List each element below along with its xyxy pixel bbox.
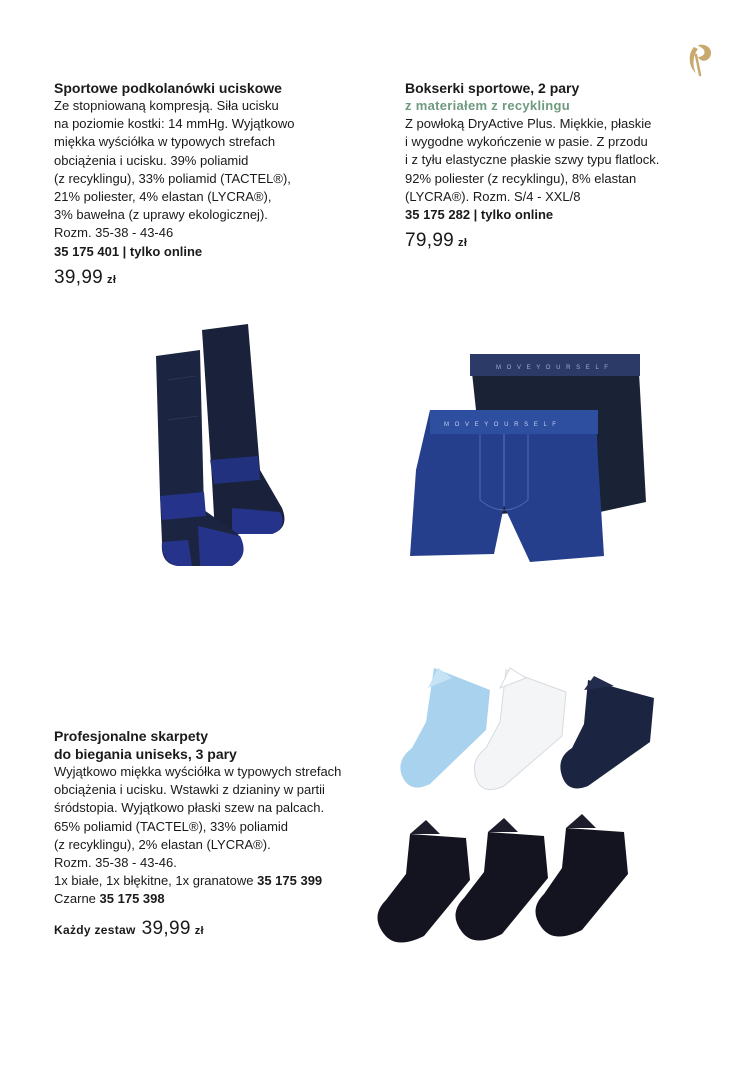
waistband-text: M O V E Y O U R S E L F [444, 422, 558, 428]
product-title-line-2: do biegania uniseks, 3 pary [54, 746, 237, 762]
product-price: Każdy zestaw 39,99 zł [54, 917, 204, 939]
product-subtitle: z materiałem z recyklingu [405, 98, 571, 113]
tchibo-logo-icon [684, 41, 716, 77]
variant-line-2: Czarne 35 175 398 [54, 891, 165, 907]
product-description: Wyjątkowo miękka wyściółka w typowych strefach obciążenia i ucisku. Wstawki z dzianiny w partii śródstopia. Wyjątkowo płaski szew na palcach. 65% poliamid (TACTEL®), 33% poliamid (z recyklingu), 2% elastan (LYCRA®). Rozm. 35-38 - 43-46. [54, 764, 342, 871]
compression-socks-image [140, 320, 310, 582]
sock-white [474, 668, 566, 790]
running-socks-image [366, 660, 666, 950]
product-title: Sportowe podkolanówki uciskowe [54, 80, 282, 96]
product-title-line-1: Profesjonalne skarpety [54, 728, 209, 744]
product-title: Bokserki sportowe, 2 pary [405, 80, 580, 96]
product-description: Z powłoką DryActive Plus. Miękkie, płaskie i wygodne wykończenie w pasie. Z przodu i z tyłu elastyczne płaskie szwy typu flatlock. 92% poliester (z recyklingu), 8% elastan (LYCRA®). Rozm. S/4 - XXL/8 [405, 116, 660, 204]
product-sport-boxers [405, 79, 705, 255]
product-price: 79,99 zł [405, 230, 468, 252]
sock-navy [560, 676, 654, 788]
product-price: 39,99 zł [54, 266, 117, 288]
product-compression-socks [54, 79, 364, 292]
sport-boxers-image [400, 350, 650, 570]
sock-black-3 [535, 814, 628, 937]
product-description: Ze stopniowaną kompresją. Siła ucisku na poziomie kostki: 14 mmHg. Wyjątkowo miękka wyściółka w typowych strefach obciążenia i ucisku. 39% poliamid (z recyklingu), 33% poliamid (TACTEL®), 21% poliester, 4% elastan (LYCRA®), 3% bawełna (z uprawy ekologicznej). Rozm. 35-38 - 43-46 [54, 98, 295, 241]
product-running-socks [54, 727, 374, 943]
waistband-text: M O V E Y O U R S E L F [496, 365, 610, 371]
product-code: 35 175 401 | tylko online [54, 243, 203, 259]
product-code: 35 175 282 | tylko online [405, 207, 554, 223]
sock-black-1 [377, 820, 470, 943]
variant-line-1: 1x białe, 1x błękitne, 1x granatowe 35 175 399 [54, 873, 323, 889]
